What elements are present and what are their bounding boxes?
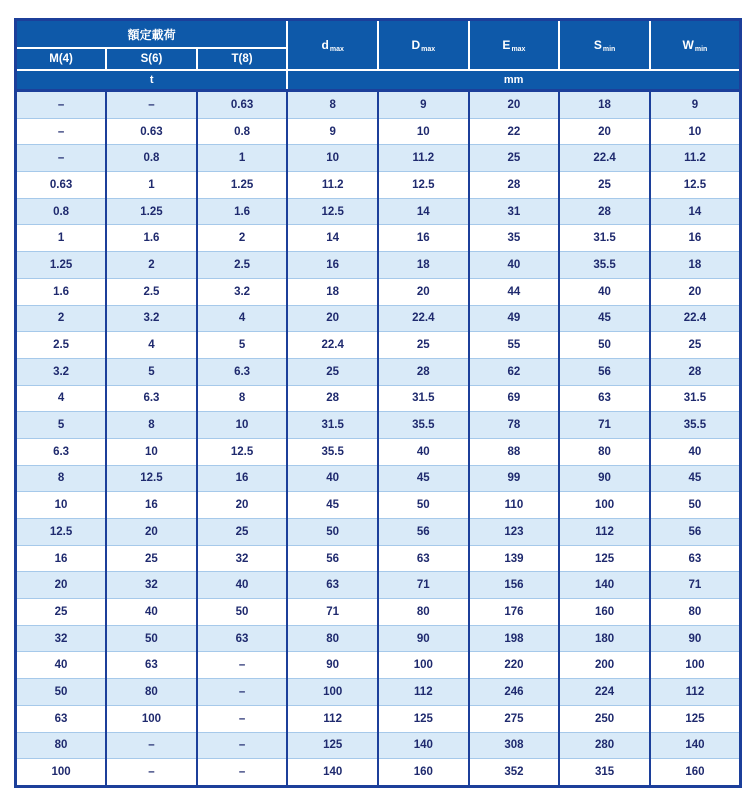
- cell: 88: [469, 438, 560, 465]
- S-min-sub: min: [602, 45, 616, 53]
- cell: 16: [287, 252, 378, 279]
- cell: 28: [287, 385, 378, 412]
- cell: 198: [469, 625, 560, 652]
- cell: 80: [16, 732, 107, 759]
- table-row: [16, 305, 741, 332]
- cell: 2.5: [106, 278, 197, 305]
- table-row: [16, 759, 741, 787]
- column-header-grade-m4: M(4): [16, 48, 107, 70]
- cell: 25: [650, 332, 741, 359]
- cell: 40: [469, 252, 560, 279]
- cell: 2.5: [16, 332, 107, 359]
- cell: 2: [16, 305, 107, 332]
- cell: 2.5: [197, 252, 288, 279]
- cell: 12.5: [16, 519, 107, 546]
- cell: 12.5: [287, 198, 378, 225]
- cell: 25: [197, 519, 288, 546]
- cell: 3.2: [106, 305, 197, 332]
- cell: 20: [378, 278, 469, 305]
- cell: 18: [559, 91, 650, 119]
- cell: 31.5: [650, 385, 741, 412]
- cell: 0.8: [197, 118, 288, 145]
- cell: 63: [378, 545, 469, 572]
- cell: –: [16, 91, 107, 119]
- cell: 25: [469, 145, 560, 172]
- cell: 11.2: [650, 145, 741, 172]
- cell: 100: [16, 759, 107, 787]
- cell: 6.3: [16, 438, 107, 465]
- column-header-grade-s6: S(6): [106, 48, 197, 70]
- cell: 56: [378, 519, 469, 546]
- cell: 220: [469, 652, 560, 679]
- cell: 0.63: [106, 118, 197, 145]
- cell: 10: [16, 492, 107, 519]
- cell: 112: [378, 679, 469, 706]
- D-max-base: D: [411, 37, 421, 52]
- cell: –: [16, 118, 107, 145]
- cell: 112: [559, 519, 650, 546]
- cell: 18: [378, 252, 469, 279]
- cell: 63: [650, 545, 741, 572]
- cell: 50: [287, 519, 378, 546]
- cell: 90: [559, 465, 650, 492]
- cell: 11.2: [378, 145, 469, 172]
- cell: 4: [197, 305, 288, 332]
- cell: 4: [16, 385, 107, 412]
- cell: 35.5: [287, 438, 378, 465]
- cell: 18: [650, 252, 741, 279]
- cell: 56: [559, 358, 650, 385]
- cell: 22.4: [559, 145, 650, 172]
- cell: 49: [469, 305, 560, 332]
- cell: 56: [287, 545, 378, 572]
- cell: –: [197, 732, 288, 759]
- cell: 20: [650, 278, 741, 305]
- cell: 90: [287, 652, 378, 679]
- cell: 10: [378, 118, 469, 145]
- cell: 0.63: [16, 172, 107, 199]
- cell: 80: [106, 679, 197, 706]
- table-row: [16, 252, 741, 279]
- cell: 50: [197, 599, 288, 626]
- cell: 25: [378, 332, 469, 359]
- header-unit-row: [16, 70, 741, 91]
- cell: 69: [469, 385, 560, 412]
- cell: 20: [197, 492, 288, 519]
- cell: 35.5: [378, 412, 469, 439]
- cell: 14: [650, 198, 741, 225]
- cell: 10: [197, 412, 288, 439]
- cell: 180: [559, 625, 650, 652]
- cell: 71: [378, 572, 469, 599]
- cell: 1: [16, 225, 107, 252]
- cell: 140: [287, 759, 378, 787]
- cell: 12.5: [106, 465, 197, 492]
- cell: 125: [378, 705, 469, 732]
- cell: 160: [650, 759, 741, 787]
- table-row: [16, 332, 741, 359]
- cell: 18: [287, 278, 378, 305]
- cell: 9: [378, 91, 469, 119]
- cell: 40: [559, 278, 650, 305]
- cell: 44: [469, 278, 560, 305]
- cell: 12.5: [197, 438, 288, 465]
- cell: 5: [16, 412, 107, 439]
- cell: 63: [287, 572, 378, 599]
- table-row: [16, 679, 741, 706]
- cell: –: [197, 759, 288, 787]
- cell: 9: [650, 91, 741, 119]
- cell: 352: [469, 759, 560, 787]
- d-max-base: d: [321, 37, 329, 52]
- cell: 16: [650, 225, 741, 252]
- cell: 32: [197, 545, 288, 572]
- cell: 45: [559, 305, 650, 332]
- cell: 35.5: [650, 412, 741, 439]
- load-unit-header: t: [16, 70, 288, 91]
- table-header: [16, 20, 741, 91]
- cell: 0.8: [16, 198, 107, 225]
- cell: 3.2: [197, 278, 288, 305]
- table-row: [16, 519, 741, 546]
- cell: 20: [16, 572, 107, 599]
- cell: 32: [106, 572, 197, 599]
- cell: 25: [106, 545, 197, 572]
- cell: 71: [559, 412, 650, 439]
- cell: 125: [287, 732, 378, 759]
- table-row: [16, 172, 741, 199]
- cell: 6.3: [106, 385, 197, 412]
- cell: 308: [469, 732, 560, 759]
- cell: –: [197, 705, 288, 732]
- cell: 78: [469, 412, 560, 439]
- cell: 16: [378, 225, 469, 252]
- cell: 156: [469, 572, 560, 599]
- cell: 176: [469, 599, 560, 626]
- cell: 1.25: [106, 198, 197, 225]
- cell: 80: [287, 625, 378, 652]
- cell: 160: [378, 759, 469, 787]
- cell: 31.5: [378, 385, 469, 412]
- cell: 28: [650, 358, 741, 385]
- cell: 140: [559, 572, 650, 599]
- cell: –: [197, 679, 288, 706]
- cell: –: [16, 145, 107, 172]
- cell: 11.2: [287, 172, 378, 199]
- cell: 25: [287, 358, 378, 385]
- table-row: [16, 465, 741, 492]
- cell: 62: [469, 358, 560, 385]
- cell: 45: [650, 465, 741, 492]
- cell: 99: [469, 465, 560, 492]
- cell: 1: [197, 145, 288, 172]
- cell: 1.6: [106, 225, 197, 252]
- cell: 20: [287, 305, 378, 332]
- cell: 12.5: [378, 172, 469, 199]
- cell: 28: [378, 358, 469, 385]
- column-header-D-max: [378, 20, 469, 71]
- cell: 4: [106, 332, 197, 359]
- cell: 22.4: [287, 332, 378, 359]
- table-row: [16, 492, 741, 519]
- cell: 112: [650, 679, 741, 706]
- cell: 20: [469, 91, 560, 119]
- cell: 40: [378, 438, 469, 465]
- rated-load-group-header: 額定載荷: [16, 20, 288, 49]
- column-header-E-max: [469, 20, 560, 71]
- cell: 22.4: [650, 305, 741, 332]
- cell: 1.6: [197, 198, 288, 225]
- cell: –: [106, 91, 197, 119]
- cell: 45: [287, 492, 378, 519]
- table-row: [16, 358, 741, 385]
- table-row: [16, 91, 741, 119]
- cell: 90: [378, 625, 469, 652]
- header-group-row: [16, 20, 741, 49]
- cell: 246: [469, 679, 560, 706]
- cell: 22: [469, 118, 560, 145]
- cell: 100: [650, 652, 741, 679]
- table-row: [16, 118, 741, 145]
- table-row: [16, 385, 741, 412]
- cell: 5: [106, 358, 197, 385]
- cell: 40: [106, 599, 197, 626]
- E-max-sub: max: [511, 45, 526, 53]
- cell: 139: [469, 545, 560, 572]
- table-row: [16, 438, 741, 465]
- cell: 8: [197, 385, 288, 412]
- cell: 112: [287, 705, 378, 732]
- cell: –: [106, 732, 197, 759]
- cell: 12.5: [650, 172, 741, 199]
- cell: 40: [197, 572, 288, 599]
- cell: 40: [16, 652, 107, 679]
- cell: 280: [559, 732, 650, 759]
- cell: –: [197, 652, 288, 679]
- cell: 32: [16, 625, 107, 652]
- cell: 2: [197, 225, 288, 252]
- cell: 80: [650, 599, 741, 626]
- cell: 20: [106, 519, 197, 546]
- cell: 315: [559, 759, 650, 787]
- cell: 2: [106, 252, 197, 279]
- cell: 16: [197, 465, 288, 492]
- cell: 1: [106, 172, 197, 199]
- cell: 16: [106, 492, 197, 519]
- cell: 31.5: [559, 225, 650, 252]
- cell: 8: [287, 91, 378, 119]
- cell: 224: [559, 679, 650, 706]
- cell: 80: [378, 599, 469, 626]
- cell: 8: [16, 465, 107, 492]
- cell: 10: [650, 118, 741, 145]
- column-header-S-min: [559, 20, 650, 71]
- cell: 63: [16, 705, 107, 732]
- table-row: [16, 572, 741, 599]
- cell: 1.25: [16, 252, 107, 279]
- E-max-base: E: [502, 37, 511, 52]
- cell: 125: [559, 545, 650, 572]
- cell: 8: [106, 412, 197, 439]
- table-row: [16, 705, 741, 732]
- cell: 6.3: [197, 358, 288, 385]
- cell: 25: [16, 599, 107, 626]
- cell: 14: [287, 225, 378, 252]
- cell: 5: [197, 332, 288, 359]
- cell: 50: [16, 679, 107, 706]
- cell: 28: [469, 172, 560, 199]
- column-header-grade-t8: T(8): [197, 48, 288, 70]
- column-header-W-min: [650, 20, 741, 71]
- cell: 100: [287, 679, 378, 706]
- cell: 275: [469, 705, 560, 732]
- table-row: [16, 225, 741, 252]
- cell: 160: [559, 599, 650, 626]
- cell: 28: [559, 198, 650, 225]
- S-min-base: S: [593, 37, 602, 52]
- cell: 1.25: [197, 172, 288, 199]
- cell: 71: [287, 599, 378, 626]
- table-row: [16, 198, 741, 225]
- table-row: [16, 412, 741, 439]
- table-row: [16, 625, 741, 652]
- rated-load-spec-table: [14, 18, 742, 788]
- cell: –: [106, 759, 197, 787]
- cell: 200: [559, 652, 650, 679]
- cell: 14: [378, 198, 469, 225]
- table-row: [16, 145, 741, 172]
- cell: 3.2: [16, 358, 107, 385]
- dim-unit-header: mm: [287, 70, 740, 91]
- table-row: [16, 652, 741, 679]
- table-row: [16, 599, 741, 626]
- W-min-base: W: [682, 37, 694, 52]
- table-row: [16, 278, 741, 305]
- cell: 22.4: [378, 305, 469, 332]
- cell: 50: [559, 332, 650, 359]
- cell: 110: [469, 492, 560, 519]
- cell: 0.63: [197, 91, 288, 119]
- cell: 31.5: [287, 412, 378, 439]
- cell: 1.6: [16, 278, 107, 305]
- cell: 50: [106, 625, 197, 652]
- cell: 63: [197, 625, 288, 652]
- cell: 31: [469, 198, 560, 225]
- cell: 40: [650, 438, 741, 465]
- cell: 80: [559, 438, 650, 465]
- cell: 16: [16, 545, 107, 572]
- cell: 123: [469, 519, 560, 546]
- W-min-sub: min: [694, 45, 708, 53]
- cell: 9: [287, 118, 378, 145]
- cell: 10: [287, 145, 378, 172]
- cell: 55: [469, 332, 560, 359]
- cell: 100: [378, 652, 469, 679]
- cell: 140: [650, 732, 741, 759]
- cell: 140: [378, 732, 469, 759]
- cell: 100: [106, 705, 197, 732]
- cell: 250: [559, 705, 650, 732]
- cell: 63: [559, 385, 650, 412]
- cell: 100: [559, 492, 650, 519]
- d-max-sub: max: [329, 45, 344, 53]
- cell: 63: [106, 652, 197, 679]
- cell: 35: [469, 225, 560, 252]
- cell: 125: [650, 705, 741, 732]
- cell: 56: [650, 519, 741, 546]
- D-max-sub: max: [421, 45, 436, 53]
- cell: 50: [650, 492, 741, 519]
- cell: 20: [559, 118, 650, 145]
- cell: 25: [559, 172, 650, 199]
- cell: 35.5: [559, 252, 650, 279]
- table-row: [16, 732, 741, 759]
- column-header-d-max: [287, 20, 378, 71]
- cell: 45: [378, 465, 469, 492]
- table-body: [16, 91, 741, 787]
- cell: 10: [106, 438, 197, 465]
- cell: 71: [650, 572, 741, 599]
- cell: 40: [287, 465, 378, 492]
- cell: 90: [650, 625, 741, 652]
- cell: 0.8: [106, 145, 197, 172]
- table-row: [16, 545, 741, 572]
- cell: 50: [378, 492, 469, 519]
